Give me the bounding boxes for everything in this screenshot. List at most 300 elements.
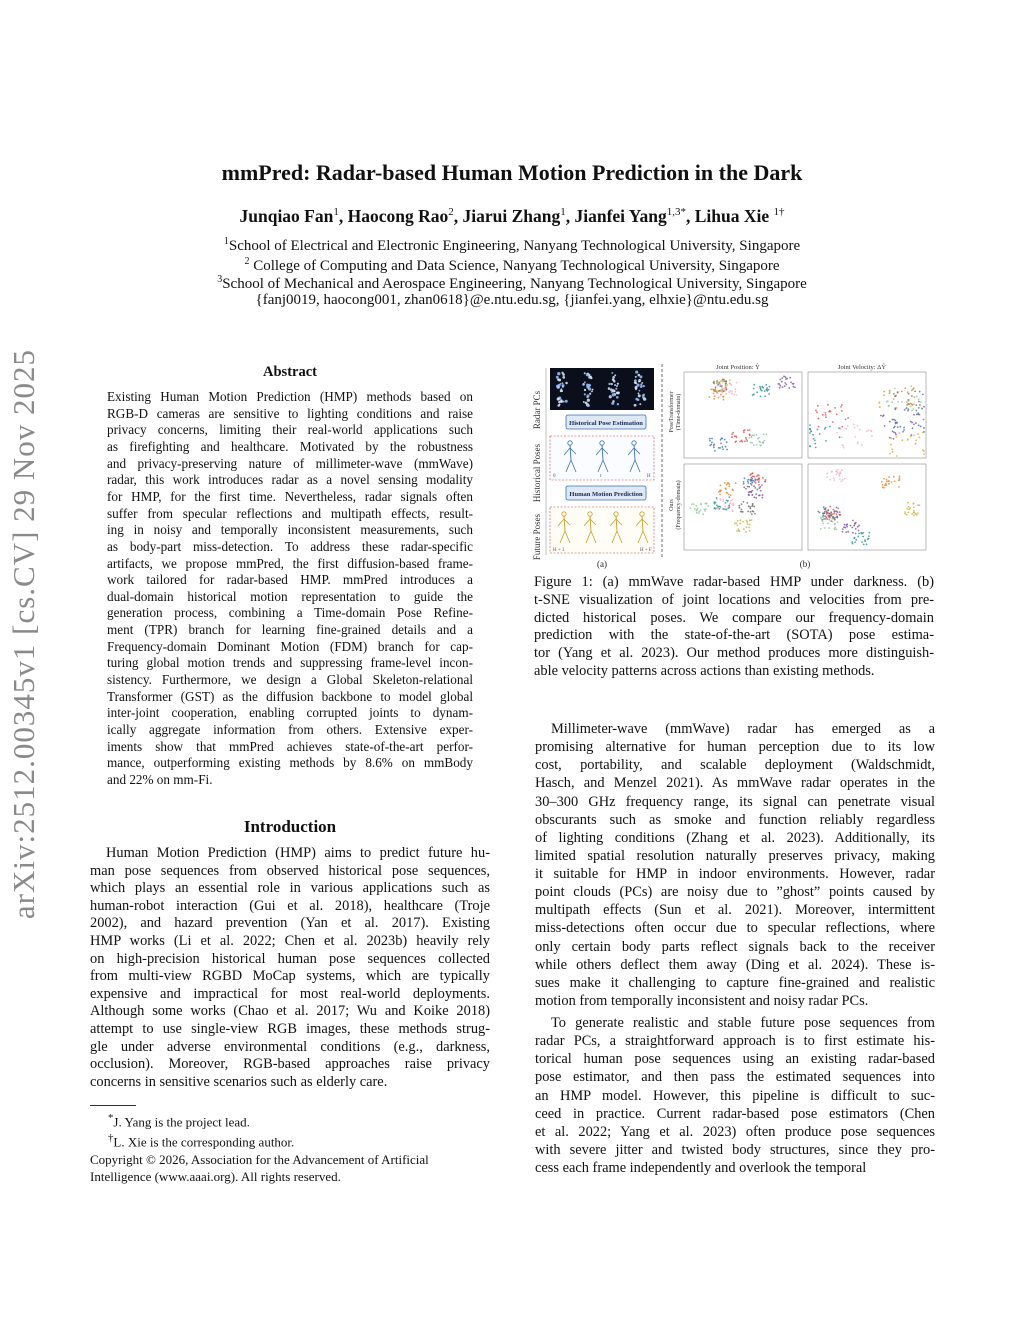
tsne-point — [847, 531, 849, 533]
tsne-point — [735, 522, 737, 524]
radar-point — [637, 374, 640, 377]
tsne-point — [729, 382, 731, 384]
footnotes — [90, 1110, 490, 1185]
tsne-point — [719, 491, 721, 493]
tsne-point — [824, 428, 826, 430]
radar-point — [617, 383, 619, 385]
tsne-point — [749, 520, 751, 522]
tsne-point — [715, 508, 717, 510]
radar-point — [635, 371, 638, 374]
tsne-point — [899, 477, 901, 479]
tsne-point — [907, 512, 909, 514]
future-poses-strip — [550, 507, 654, 553]
radar-point — [616, 396, 619, 399]
tsne-point — [747, 479, 749, 481]
tsne-point — [747, 523, 749, 525]
tsne-point — [740, 519, 742, 521]
radar-point — [613, 380, 615, 382]
tsne-point — [884, 425, 886, 427]
tsne-point — [828, 516, 830, 518]
tsne-point — [920, 426, 922, 428]
radar-point — [559, 404, 561, 406]
tsne-point — [789, 377, 791, 379]
tsne-point — [717, 390, 719, 392]
tsne-point — [761, 497, 763, 499]
tsne-point — [841, 404, 843, 406]
body-line: To generate realistic and stable future pose sequences from — [551, 1015, 935, 1031]
radar-point — [558, 379, 561, 382]
radar-point — [563, 400, 565, 402]
tsne-point — [696, 512, 698, 514]
tsne-point — [917, 504, 919, 506]
tsne-point — [725, 393, 727, 395]
tsne-point — [890, 444, 892, 446]
tsne-point — [852, 520, 854, 522]
tsne-point — [836, 507, 838, 509]
tsne-point — [725, 509, 727, 511]
tsne-point — [862, 536, 864, 538]
tsne-point — [753, 444, 755, 446]
tsne-point — [766, 389, 768, 391]
tsne-point — [751, 494, 753, 496]
tsne-point — [748, 491, 750, 493]
tsne-point — [763, 440, 765, 442]
tsne-point — [752, 504, 754, 506]
tsne-point — [753, 388, 755, 390]
tsne-point — [840, 406, 842, 408]
tsne-point — [823, 512, 825, 514]
tsne-point — [752, 394, 754, 396]
tsne-point — [888, 480, 890, 482]
tsne-point — [721, 385, 723, 387]
tsne-point — [861, 444, 863, 446]
tsne-point — [760, 395, 762, 397]
tsne-point — [761, 390, 763, 392]
tsne-point — [731, 436, 733, 438]
tsne-point — [828, 527, 830, 529]
tsne-point — [839, 514, 841, 516]
tsne-point — [714, 395, 716, 397]
tsne-point — [923, 419, 925, 421]
tsne-point — [740, 511, 742, 513]
tsne-point — [709, 440, 711, 442]
tsne-point — [895, 395, 897, 397]
radar-point — [616, 392, 619, 395]
abstract-line: and privacy-preserving nature of millimeter-wave (mmWave) — [107, 455, 473, 471]
tsne-point — [745, 437, 747, 439]
tsne-point — [855, 436, 857, 438]
radar-point — [561, 372, 563, 374]
radar-point — [584, 393, 586, 395]
tsne-point — [878, 402, 880, 404]
tsne-point — [908, 403, 910, 405]
caption-line: tor (Yang et al. 2023). Our method produces more distinguish- — [534, 645, 934, 662]
tsne-point — [913, 514, 915, 516]
tsne-point — [851, 541, 853, 543]
tsne-point — [834, 407, 836, 409]
tsne-point — [891, 401, 893, 403]
abstract-line: for HMP, for the first time. Nevertheless, radar signals often — [107, 488, 473, 504]
tsne-point — [895, 434, 897, 436]
tsne-point — [758, 481, 760, 483]
tsne-point — [810, 430, 812, 432]
tsne-point — [747, 430, 749, 432]
box-label: Human Motion Prediction — [569, 491, 643, 498]
radar-point — [612, 376, 615, 379]
tsne-point — [855, 528, 857, 530]
radar-point — [557, 372, 560, 375]
tsne-point — [835, 471, 837, 473]
tsne-point — [883, 478, 885, 480]
tsne-point — [842, 528, 844, 530]
tsne-point — [896, 455, 898, 457]
abstract-line: iments show that mmPred achieves state-of-the-art perfor- — [107, 738, 473, 754]
tsne-point — [732, 432, 734, 434]
tsne-point — [816, 429, 818, 431]
tsne-point — [716, 497, 718, 499]
tsne-point — [690, 507, 692, 509]
footnote-rule — [90, 1105, 136, 1106]
tsne-point — [834, 511, 836, 513]
radar-point — [589, 393, 591, 395]
tsne-point — [760, 444, 762, 446]
tsne-point — [785, 384, 787, 386]
tsne-point — [720, 485, 722, 487]
introduction-line: attempt to use single-view RGB images, these methods strug- — [90, 1021, 490, 1037]
tsne-point — [863, 543, 865, 545]
tsne-point — [691, 503, 693, 505]
tsne-point — [906, 514, 908, 516]
tsne-point — [842, 531, 844, 533]
tsne-point — [916, 514, 918, 516]
tsne-point — [907, 502, 909, 504]
tsne-point — [809, 432, 811, 434]
radar-point — [615, 388, 617, 390]
tsne-point — [824, 509, 826, 511]
tsne-point — [908, 399, 910, 401]
tsne-point — [834, 528, 836, 530]
tsne-point — [698, 512, 700, 514]
tsne-point — [822, 520, 824, 522]
tsne-point — [918, 399, 920, 401]
tsne-point — [756, 444, 758, 446]
author-list: Junqiao Fan$^1$, Haocong Rao$^2$, Jiarui Zhang$^1$, Jianfei Yang$^{1,3*}$, Lihua Xie $^{1\dagger}$ — [239, 206, 785, 226]
tsne-point — [718, 397, 720, 399]
tsne-point — [746, 502, 748, 504]
body-line: of lighting conditions (Zhang et al. 2023). Additionally, its — [535, 829, 935, 846]
tsne-point — [744, 440, 746, 442]
tsne-point — [895, 422, 897, 424]
radar-point — [558, 384, 561, 387]
tsne-point — [752, 476, 754, 478]
abstract-line: ment (TPR) branch for learning fine-grained details and a — [107, 622, 473, 638]
tsne-point — [762, 494, 764, 496]
tsne-point — [845, 531, 847, 533]
tsne-point — [768, 393, 770, 395]
tsne-point — [750, 511, 752, 513]
tsne-point — [829, 506, 831, 508]
radar-point — [610, 388, 613, 391]
frame-label: 0 — [553, 474, 556, 479]
tsne-point — [736, 436, 738, 438]
introduction-line: 2002), and hazard prevention (Yan et al. 2017). Existing — [90, 915, 490, 932]
email-list: {fanj0019, haocong001, zhan0618}@e.ntu.edu.sg, {jianfei.yang, elhxie}@ntu.edu.sg — [255, 292, 769, 308]
abstract-line: inter-joint cooperation, enabling corrupted joints to dynam- — [107, 705, 473, 721]
tsne-point — [862, 532, 864, 534]
radar-point — [636, 384, 639, 387]
tsne-point — [912, 427, 914, 429]
tsne-point — [855, 539, 857, 541]
tsne-point — [731, 503, 733, 505]
tsne-point — [745, 488, 747, 490]
tsne-point — [739, 523, 741, 525]
caption-line: able velocity patterns across actions than existing methods. — [534, 663, 875, 679]
tsne-point — [817, 405, 819, 407]
tsne-point — [911, 422, 913, 424]
tsne-point — [893, 476, 895, 478]
tsne-point — [891, 419, 893, 421]
tsne-point — [726, 389, 728, 391]
tsne-point — [720, 442, 722, 444]
tsne-point — [858, 533, 860, 535]
tsne-point — [922, 432, 924, 434]
tsne-point — [854, 541, 856, 543]
tsne-point — [825, 414, 827, 416]
tsne-point — [749, 508, 751, 510]
tsne-point — [719, 493, 721, 495]
tsne-point — [913, 510, 915, 512]
tsne-point — [726, 500, 728, 502]
tsne-point — [923, 406, 925, 408]
tsne-point — [858, 525, 860, 527]
tsne-point — [710, 388, 712, 390]
tsne-point — [883, 394, 885, 396]
tsne-point — [700, 509, 702, 511]
tsne-point — [724, 439, 726, 441]
tsne-point — [892, 451, 894, 453]
tsne-point — [716, 499, 718, 501]
abstract-line: generation process, combining a Time-domain Pose Refine- — [107, 605, 473, 621]
tsne-point — [909, 507, 911, 509]
tsne-point — [842, 445, 844, 447]
tsne-point — [904, 387, 906, 389]
tsne-point — [724, 380, 726, 382]
tsne-point — [743, 487, 745, 489]
panel-caption: (b) — [799, 559, 811, 569]
tsne-point — [717, 385, 719, 387]
tsne-point — [837, 521, 839, 523]
tsne-point — [716, 504, 718, 506]
tsne-point — [916, 414, 918, 416]
tsne-point — [749, 524, 751, 526]
tsne-point — [735, 482, 737, 484]
tsne-point — [913, 387, 915, 389]
radar-point — [635, 398, 638, 401]
tsne-point — [815, 446, 817, 448]
radar-point — [612, 393, 615, 396]
body-line: Millimeter-wave (mmWave) radar has emerged as a — [551, 721, 935, 737]
tsne-point — [816, 411, 818, 413]
tsne-point — [901, 391, 903, 393]
affiliation: $^2$ College of Computing and Data Science, Nanyang Technological University, Singapore — [244, 256, 780, 274]
tsne-point — [750, 473, 752, 475]
tsne-point — [743, 528, 745, 530]
tsne-point — [734, 391, 736, 393]
tsne-point — [768, 389, 770, 391]
tsne-point — [749, 434, 751, 436]
tsne-point — [784, 385, 786, 387]
tsne-point — [782, 386, 784, 388]
tsne-point — [750, 436, 752, 438]
body-line: sues make it challenging to capture fine-grained and realistic — [535, 974, 935, 991]
paper-title: mmPred: Radar-based Human Motion Prediction in the Dark — [221, 160, 803, 185]
tsne-point — [730, 494, 732, 496]
tsne-point — [760, 490, 762, 492]
tsne-point — [841, 436, 843, 438]
body-line: miss-detections often occur due to specular reflections, where — [535, 920, 935, 937]
tsne-point — [725, 446, 727, 448]
tsne-point — [756, 489, 758, 491]
introduction-line: HMP works (Li et al. 2022; Chen et al. 2023b) heavily rely — [90, 933, 490, 949]
tsne-point — [704, 510, 706, 512]
tsne-point — [915, 404, 917, 406]
body-line: it suitable for HMP in indoor environments. However, radar — [535, 866, 935, 883]
tsne-point — [914, 390, 916, 392]
tsne-point — [741, 440, 743, 442]
radar-point — [586, 385, 589, 388]
tsne-point — [897, 392, 899, 394]
tsne-point — [824, 527, 826, 529]
tsne-point — [910, 405, 912, 407]
tsne-point — [879, 406, 881, 408]
caption-line: t-SNE visualization of joint locations and velocities from pre- — [534, 591, 934, 608]
tsne-point — [836, 516, 838, 518]
tsne-point — [725, 488, 727, 490]
radar-point — [640, 385, 643, 388]
introduction-line: on high-precision historical human pose sequences collected — [90, 950, 490, 967]
tsne-point — [713, 447, 715, 449]
tsne-point — [823, 506, 825, 508]
tsne-point — [822, 414, 824, 416]
tsne-point — [826, 511, 828, 513]
tsne-point — [908, 393, 910, 395]
tsne-point — [869, 532, 871, 534]
tsne-point — [747, 486, 749, 488]
tsne-point — [897, 426, 899, 428]
tsne-point — [725, 387, 727, 389]
tsne-point — [759, 441, 761, 443]
row-label: (Time-domain) — [676, 393, 682, 431]
tsne-point — [822, 516, 824, 518]
tsne-point — [697, 508, 699, 510]
tsne-point — [901, 439, 903, 441]
radar-point — [584, 372, 586, 374]
tsne-point — [839, 471, 841, 473]
tsne-point — [759, 486, 761, 488]
radar-point — [562, 376, 565, 379]
tsne-point — [913, 507, 915, 509]
introduction-line: Although some works (Chao et al. 2017; Wu and Koike 2018) — [90, 1003, 490, 1020]
tsne-point — [743, 501, 745, 503]
tsne-point — [781, 381, 783, 383]
radar-point — [616, 385, 618, 387]
radar-point — [612, 400, 615, 403]
tsne-point — [723, 399, 725, 401]
tsne-point — [837, 469, 839, 471]
introduction-line: concerns in sensitive scenarios such as elderly care. — [90, 1073, 388, 1090]
tsne-point — [894, 408, 896, 410]
tsne-point — [743, 483, 745, 485]
body-line: obscurants such as smoke and function reliably regardless — [535, 811, 935, 828]
tsne-point — [737, 520, 739, 522]
tsne-point — [889, 437, 891, 439]
radar-point — [560, 389, 563, 392]
tsne-point — [755, 482, 757, 484]
tsne-point — [921, 408, 923, 410]
tsne-point — [908, 506, 910, 508]
abstract-line: Frequency-domain Dominant Motion (FDM) branch for cap- — [107, 638, 473, 654]
tsne-point — [743, 481, 745, 483]
footnote: *J. Yang is the project lead. — [108, 1112, 250, 1130]
tsne-point — [784, 382, 786, 384]
abstract-line: work tailored for radar-based HMP. mmPred introduces a — [107, 572, 473, 588]
tsne-point — [913, 502, 915, 504]
radar-point — [614, 384, 616, 386]
radar-point — [585, 401, 588, 404]
radar-point — [637, 392, 639, 394]
author-name: Jianfei Yang — [574, 206, 667, 226]
radar-point — [590, 377, 592, 379]
tsne-point — [744, 477, 746, 479]
abstract-line: ically aggregate information from others. Extensive exper- — [107, 722, 473, 737]
tsne-point — [747, 480, 749, 482]
tsne-point — [861, 541, 863, 543]
tsne-point — [728, 483, 730, 485]
tsne-point — [901, 401, 903, 403]
tsne-point — [731, 433, 733, 435]
tsne-point — [893, 431, 895, 433]
radar-point — [586, 394, 589, 397]
tsne-point — [904, 511, 906, 513]
tsne-point — [730, 500, 732, 502]
radar-point — [584, 389, 586, 391]
tsne-point — [857, 536, 859, 538]
tsne-point — [844, 524, 846, 526]
radar-point — [608, 383, 610, 385]
tsne-point — [913, 434, 915, 436]
tsne-point — [871, 435, 873, 437]
tsne-point — [826, 476, 828, 478]
tsne-point — [892, 438, 894, 440]
tsne-point — [888, 483, 890, 485]
tsne-point — [919, 404, 921, 406]
caption-line: prediction with the state-of-the-art (SOTA) pose estima- — [534, 627, 934, 644]
tsne-point — [752, 472, 754, 474]
tsne-point — [825, 412, 827, 414]
radar-point — [642, 385, 644, 387]
tsne-point — [759, 494, 761, 496]
tsne-point — [825, 416, 827, 418]
body-line: multipath effects (Sun et al. 2021). Moreover, intermittent — [535, 902, 935, 919]
tsne-point — [725, 385, 727, 387]
radar-point — [584, 381, 586, 383]
tsne-point — [711, 442, 713, 444]
tsne-point — [839, 475, 841, 477]
tsne-point — [729, 379, 731, 381]
tsne-point — [836, 432, 838, 434]
panel-caption: (a) — [597, 559, 607, 569]
tsne-point — [854, 522, 856, 524]
